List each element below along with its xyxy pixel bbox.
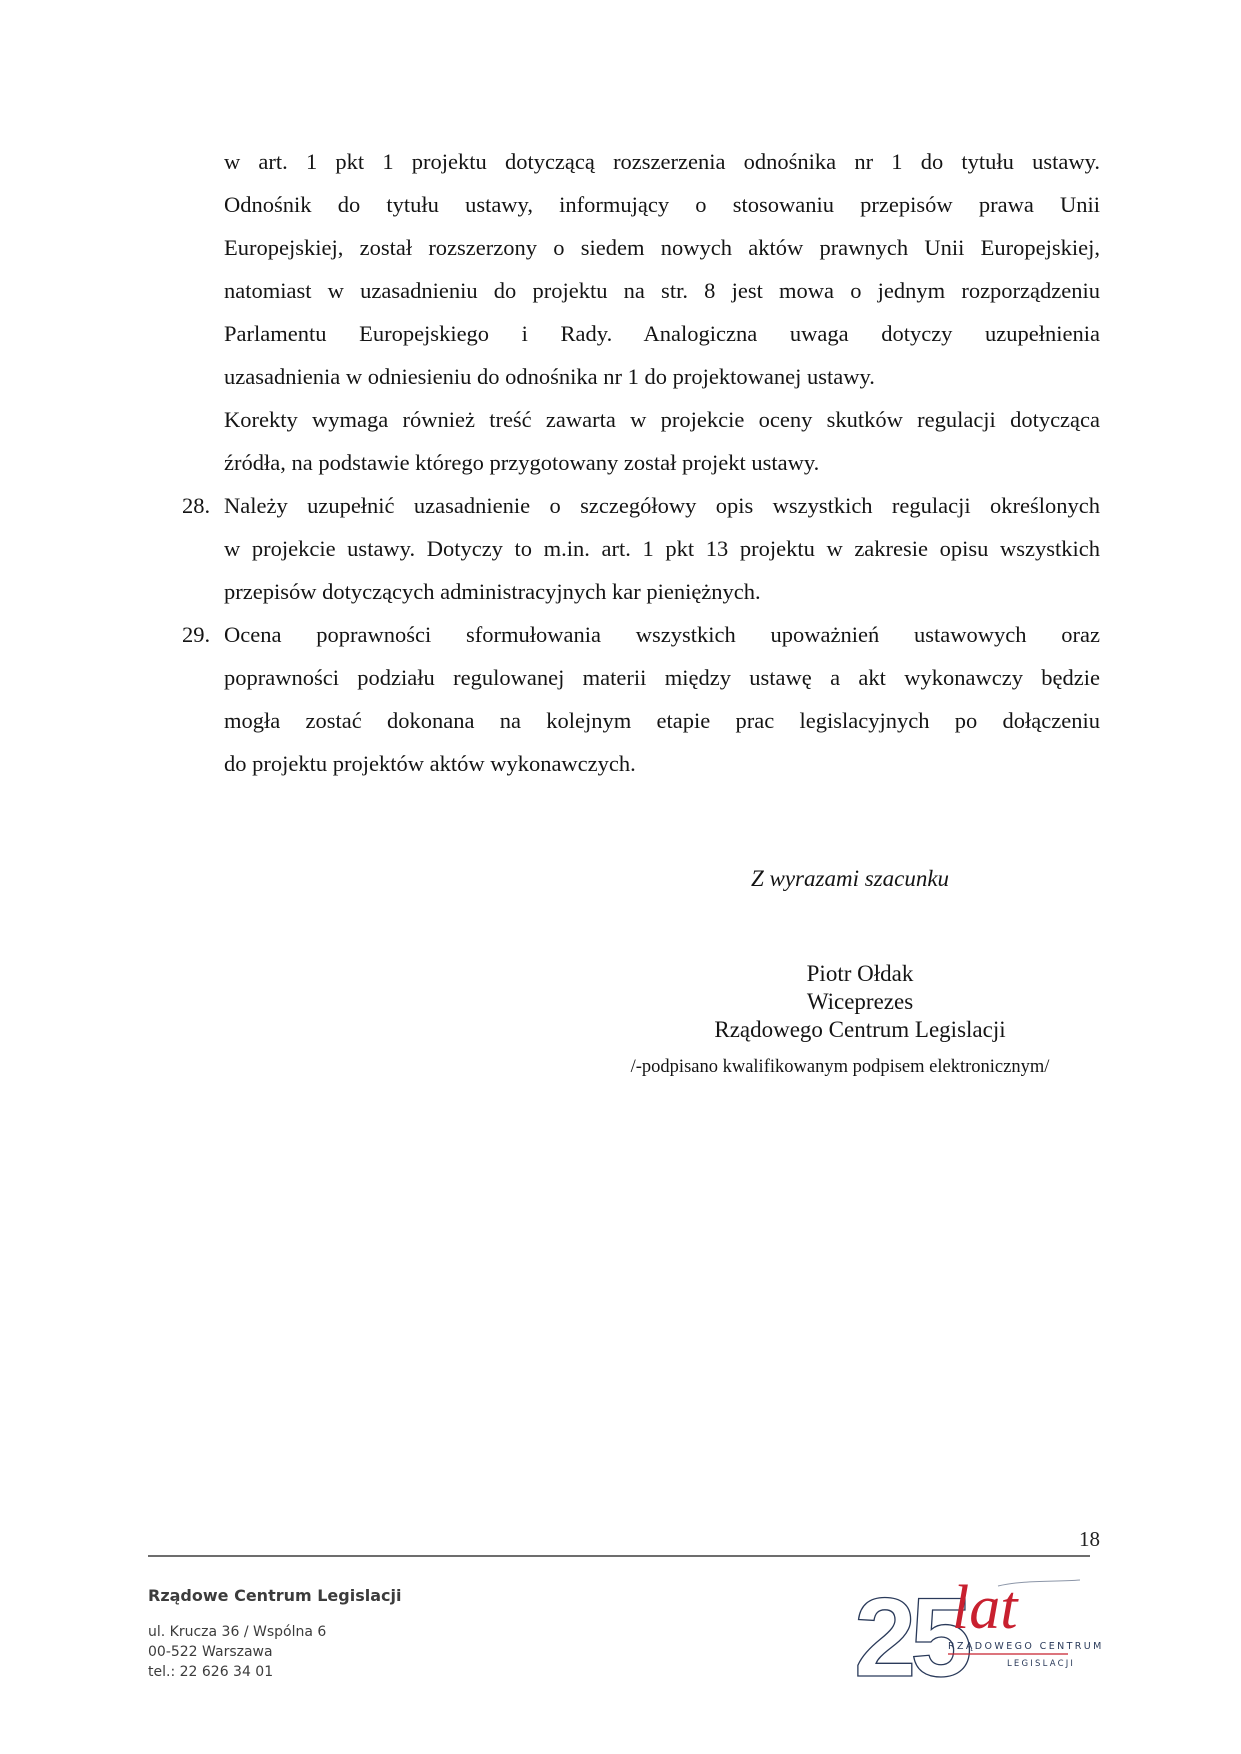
- logo-number: 25: [854, 1575, 967, 1700]
- footer-phone: tel.: 22 626 34 01: [148, 1664, 274, 1680]
- signature-note: /-podpisano kwalifikowanym podpisem elektronicznym/: [630, 1057, 1050, 1077]
- closing-phrase: Z wyrazami szacunku: [750, 866, 950, 891]
- signature-organization: Rządowego Centrum Legislacji: [714, 1017, 1006, 1042]
- list-item-number: 29.: [182, 622, 211, 647]
- body-line: w projekcie ustawy. Dotyczy to m.in. art. 1 pkt 13 projektu w zakresie opisu wszystkich: [224, 536, 1100, 561]
- body-line: Parlamentu Europejskiego i Rady. Analogiczna uwaga dotyczy uzupełnienia: [224, 321, 1100, 346]
- footer-address-city: 00-522 Warszawa: [148, 1644, 273, 1660]
- body-line: Odnośnik do tytułu ustawy, informujący o stosowaniu przepisów prawa Unii: [224, 192, 1100, 217]
- body-line: źródła, na podstawie którego przygotowany został projekt ustawy.: [224, 450, 820, 475]
- body-line: w art. 1 pkt 1 projektu dotyczącą rozszerzenia odnośnika nr 1 do tytułu ustawy.: [224, 149, 1100, 174]
- body-line: Należy uzupełnić uzasadnienie o szczegółowy opis wszystkich regulacji określonych: [224, 493, 1100, 518]
- body-line: do projektu projektów aktów wykonawczych.: [224, 751, 636, 776]
- body-line: Europejskiej, został rozszerzony o siedem nowych aktów prawnych Unii Europejskiej,: [224, 235, 1100, 260]
- signature-title: Wiceprezes: [806, 989, 914, 1014]
- signature-name: Piotr Ołdak: [806, 961, 914, 986]
- body-line: Korekty wymaga również treść zawarta w projekcie oceny skutków regulacji dotycząca: [224, 407, 1100, 432]
- footer-organization: Rządowe Centrum Legislacji: [148, 1586, 402, 1605]
- list-item-number: 28.: [182, 493, 211, 518]
- page-number: 18: [1079, 1527, 1100, 1551]
- body-line: uzasadnienia w odniesieniu do odnośnika nr 1 do projektowanej ustawy.: [224, 364, 875, 389]
- footer-address-street: ul. Krucza 36 / Wspólna 6: [148, 1624, 327, 1640]
- logo-line-2: LEGISLACJI: [1007, 1659, 1076, 1669]
- body-line: poprawności podziału regulowanej materii między ustawę a akt wykonawczy będzie: [224, 665, 1100, 690]
- body-line: Ocena poprawności sformułowania wszystkich upoważnień ustawowych oraz: [224, 622, 1100, 647]
- logo-script-word: lat: [952, 1574, 1018, 1642]
- footer-divider: [148, 1555, 1090, 1557]
- footer-address: [148, 1622, 326, 1682]
- anniversary-logo: [848, 1568, 1104, 1700]
- body-line: przepisów dotyczących administracyjnych kar pieniężnych.: [224, 579, 761, 604]
- body-line: natomiast w uzasadnieniu do projektu na str. 8 jest mowa o jednym rozporządzeniu: [224, 278, 1100, 303]
- logo-line-1: RZĄDOWEGO CENTRUM: [948, 1641, 1104, 1652]
- body-line: mogła zostać dokonana na kolejnym etapie prac legislacyjnych po dołączeniu: [224, 708, 1100, 733]
